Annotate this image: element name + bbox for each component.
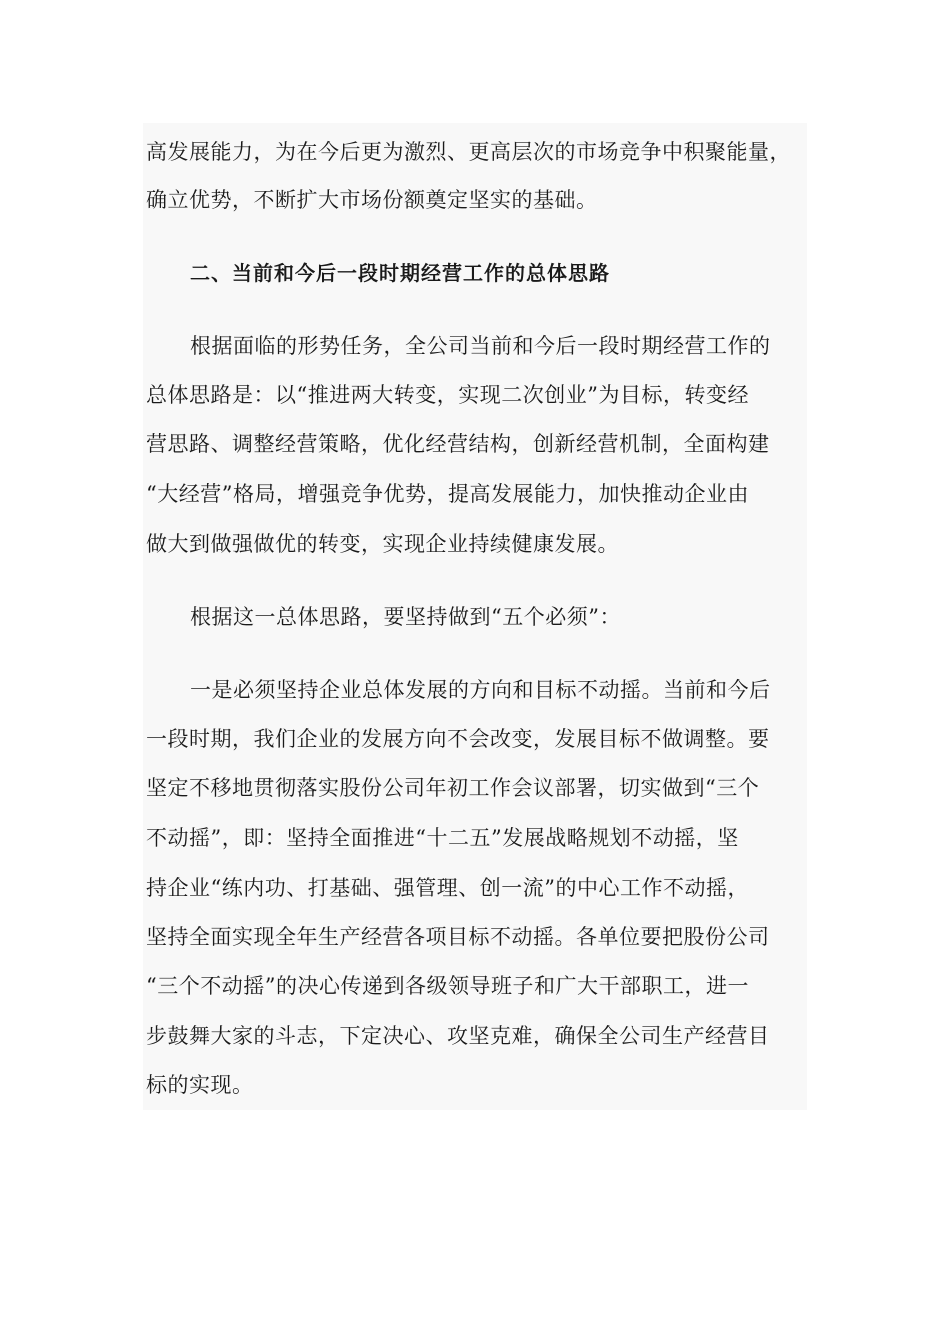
- paragraph-line: 坚定不移地贯彻落实股份公司年初工作会议部署，切实做到“三个: [146, 776, 760, 800]
- paragraph-line: “三个不动摇”的决心传递到各级领导班子和广大干部职工，进一: [146, 974, 749, 998]
- paragraph-line: 坚持全面实现全年生产经营各项目标不动摇。各单位要把股份公司: [146, 925, 770, 949]
- paragraph-line: 不动摇”，即：坚持全面推进“十二五”发展战略规划不动摇，坚: [146, 826, 739, 850]
- paragraph-line: 做大到做强做优的转变，实现企业持续健康发展。: [146, 532, 619, 556]
- paragraph-line: 根据这一总体思路，要坚持做到“五个必须”：: [190, 605, 621, 629]
- paragraph-line: 营思路、调整经营策略，优化经营结构，创新经营机制，全面构建: [146, 432, 770, 456]
- section-heading: 二、当前和今后一段时期经营工作的总体思路: [190, 261, 610, 285]
- paragraph-line: 一是必须坚持企业总体发展的方向和目标不动摇。当前和今后: [190, 678, 771, 702]
- intro-line: 确立优势，不断扩大市场份额奠定坚实的基础。: [146, 188, 598, 212]
- paragraph-line: 根据面临的形势任务，全公司当前和今后一段时期经营工作的: [190, 334, 771, 358]
- paragraph-line: 步鼓舞大家的斗志，下定决心、攻坚克难，确保全公司生产经营目: [146, 1024, 770, 1048]
- intro-line: 高发展能力，为在今后更为激烈、更高层次的市场竞争中积聚能量，: [146, 140, 791, 164]
- paragraph-line: 一段时期，我们企业的发展方向不会改变，发展目标不做调整。要: [146, 727, 770, 751]
- paragraph-line: “大经营”格局，增强竞争优势，提高发展能力，加快推动企业由: [146, 482, 749, 506]
- paragraph-line: 总体思路是：以“推进两大转变，实现二次创业”为目标，转变经: [146, 383, 749, 407]
- paragraph-line: 持企业“练内功、打基础、强管理、创一流”的中心工作不动摇，: [146, 876, 749, 900]
- paragraph-line: 标的实现。: [146, 1073, 254, 1097]
